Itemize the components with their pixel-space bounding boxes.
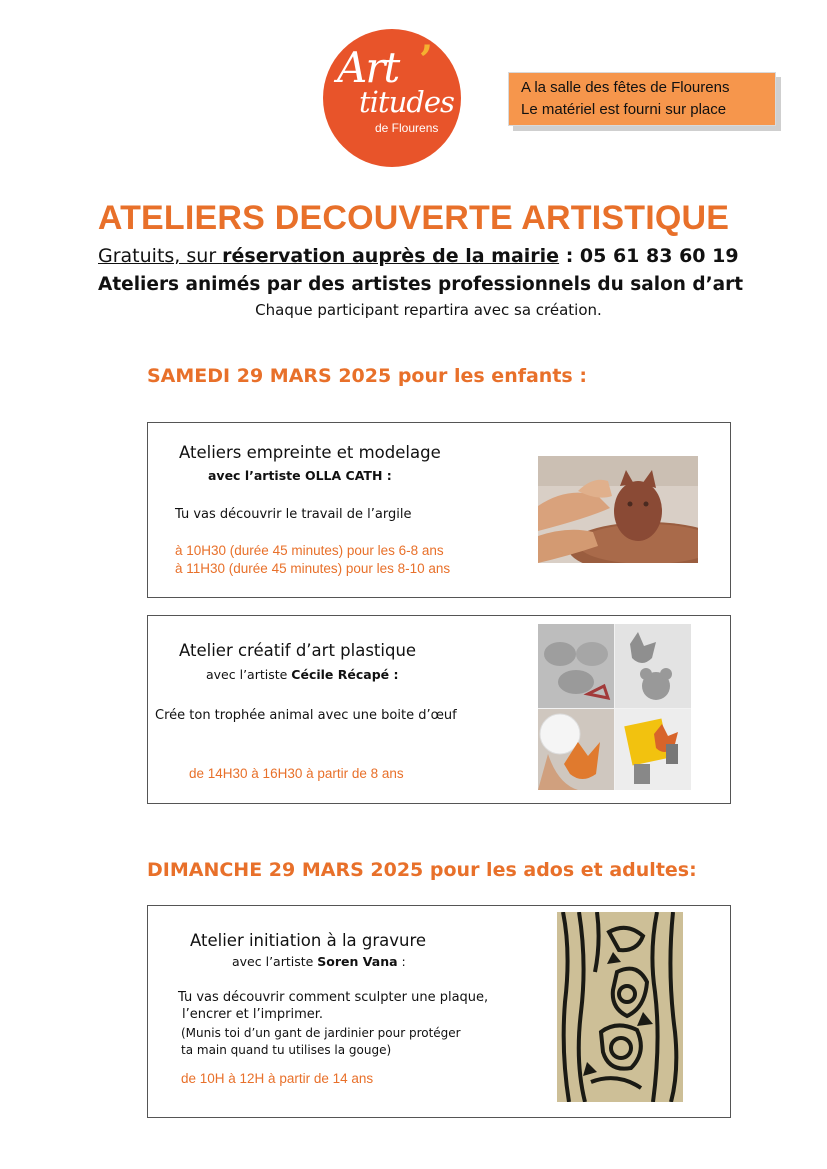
session-time: à 11H30 (durée 45 minutes) pour les 8-10 ans — [175, 561, 451, 576]
workshop-title: Atelier créatif d’art plastique — [179, 641, 417, 660]
workshop-card-art-plastique — [147, 615, 731, 804]
artist-name: Cécile Récapé : — [291, 667, 399, 682]
logo — [323, 29, 461, 167]
workshop-artist — [206, 667, 398, 682]
artist-prefix: avec l’artiste — [206, 667, 292, 682]
workshop-description: l’encrer et l’imprimer. — [182, 1007, 324, 1022]
artist-prefix: avec l’artiste — [232, 954, 318, 969]
egg-box-trophy-collage — [538, 624, 691, 790]
workshop-title: Ateliers empreinte et modelage — [179, 443, 441, 462]
logo-art-text: Art — [337, 43, 399, 92]
page-title: ATELIERS DECOUVERTE ARTISTIQUE — [97, 199, 730, 237]
workshop-card-gravure — [147, 905, 731, 1118]
reservation-line — [98, 245, 739, 267]
venue-line: A la salle des fêtes de Flourens — [521, 79, 730, 96]
logo-apostrophe: ’ — [419, 37, 433, 84]
logo-subtitle: de Flourens — [375, 121, 439, 135]
reservation-free-text: Gratuits, sur — [98, 245, 223, 267]
session-time: de 10H à 12H à partir de 14 ans — [181, 1071, 374, 1086]
day-heading-saturday: SAMEDI 29 MARS 2025 pour les enfants : — [147, 365, 587, 387]
workshop-artist: avec l’artiste OLLA CATH : — [208, 468, 392, 483]
workshop-card-modelage — [147, 422, 731, 598]
session-time: à 10H30 (durée 45 minutes) pour les 6-8 ans — [175, 543, 444, 558]
workshop-note: (Munis toi d’un gant de jardinier pour protéger — [181, 1026, 461, 1040]
workshop-description: Tu vas découvrir comment sculpter une plaque, — [178, 990, 489, 1005]
venue-info-box — [508, 72, 776, 126]
workshop-note: ta main quand tu utilises la gouge) — [181, 1043, 392, 1057]
logo-titudes-text: titudes — [359, 85, 454, 119]
artist-name: Soren Vana — [317, 954, 398, 969]
phone-number: : 05 61 83 60 19 — [559, 245, 739, 267]
creation-line: Chaque participant repartira avec sa création. — [255, 301, 602, 319]
artist-suffix: : — [397, 954, 406, 969]
reservation-mairie-text: réservation auprès de la mairie — [222, 245, 560, 267]
day-heading-sunday: DIMANCHE 29 MARS 2025 pour les ados et adultes: — [147, 859, 697, 881]
reservation-underlined — [98, 245, 559, 267]
linocut-print-image — [557, 912, 683, 1102]
workshop-title: Atelier initiation à la gravure — [190, 931, 427, 950]
artists-line: Ateliers animés par des artistes professionnels du salon d’art — [98, 274, 744, 295]
workshop-artist — [232, 954, 406, 969]
workshop-description: Crée ton trophée animal avec une boite d’œuf — [155, 708, 457, 723]
session-time: de 14H30 à 16H30 à partir de 8 ans — [189, 766, 404, 781]
clay-modeling-photo — [538, 456, 698, 563]
workshop-description: Tu vas découvrir le travail de l’argile — [175, 507, 412, 522]
material-line: Le matériel est fourni sur place — [521, 101, 727, 118]
